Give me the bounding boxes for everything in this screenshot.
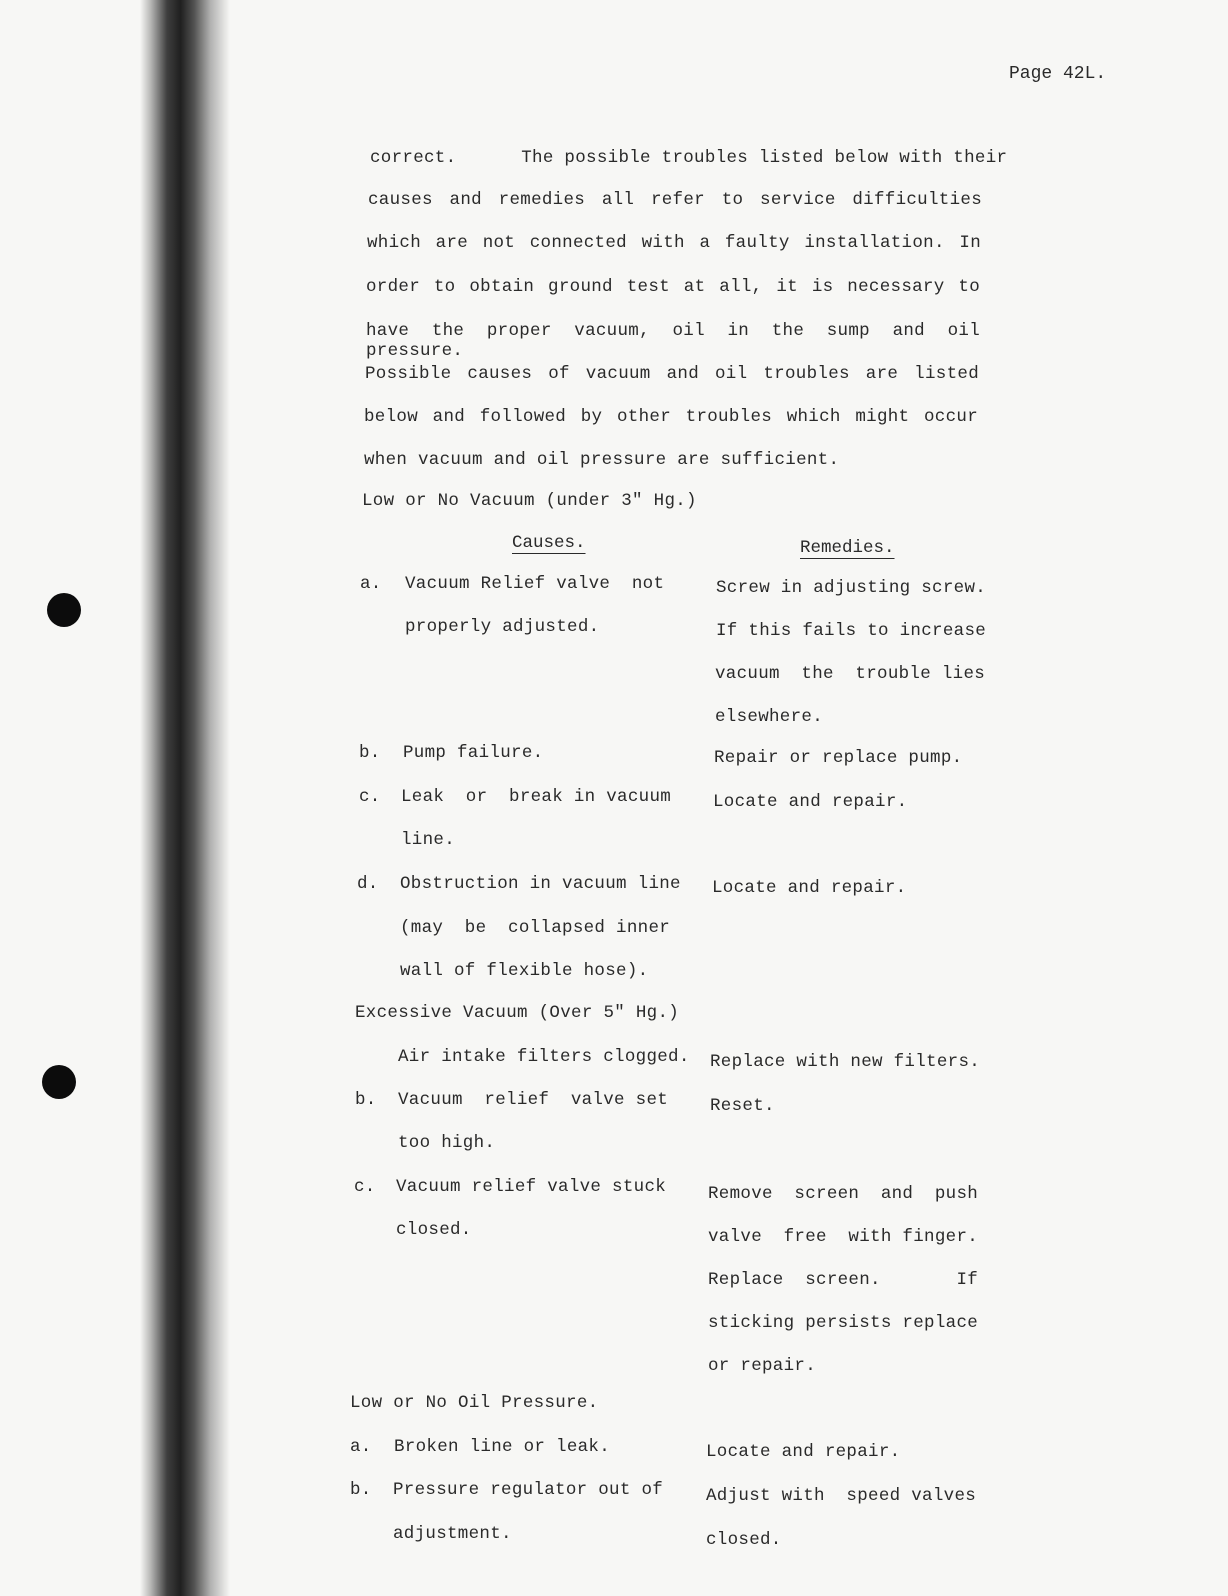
- remedy-text: Reset.: [710, 1096, 775, 1116]
- cause-text: (may be collapsed inner: [400, 918, 671, 938]
- punch-hole: [47, 593, 81, 627]
- cause-text: Obstruction in vacuum line: [400, 874, 681, 894]
- intro-line: have the proper vacuum, oil in the sump and oil pressure.: [366, 321, 980, 361]
- item-marker: c.: [354, 1177, 376, 1197]
- section-title: Low or No Vacuum (under 3" Hg.): [362, 491, 697, 511]
- remedy-text: Repair or replace pump.: [714, 748, 963, 768]
- cause-text: closed.: [396, 1220, 472, 1240]
- cause-text: too high.: [398, 1133, 496, 1153]
- remedy-text: If this fails to increase: [716, 621, 987, 641]
- cause-text: adjustment.: [393, 1524, 512, 1544]
- item-marker: b.: [359, 743, 381, 763]
- cause-text: Pump failure.: [403, 743, 544, 763]
- cause-text: Vacuum relief valve set: [398, 1090, 669, 1110]
- binding-shadow: [140, 0, 230, 1596]
- remedy-text: Screw in adjusting screw.: [716, 578, 987, 598]
- remedy-text: elsewhere.: [715, 707, 824, 727]
- intro-line: correct. The possible troubles listed below with their: [370, 148, 1008, 168]
- cause-text: Pressure regulator out of: [393, 1480, 664, 1500]
- remedy-text: vacuum the trouble lies: [715, 664, 986, 684]
- intro-line: causes and remedies all refer to service difficulties: [368, 190, 982, 210]
- item-marker: d.: [357, 874, 379, 894]
- remedy-text: Remove screen and push: [708, 1184, 979, 1204]
- remedies-header: Remedies.: [800, 538, 895, 558]
- punch-hole: [42, 1065, 76, 1099]
- cause-text: wall of flexible hose).: [400, 961, 649, 981]
- remedy-text: Locate and repair.: [706, 1442, 901, 1462]
- cause-text: Broken line or leak.: [394, 1437, 611, 1457]
- item-marker: b.: [350, 1480, 372, 1500]
- item-marker: a.: [360, 574, 382, 594]
- intro-line: Possible causes of vacuum and oil troubles are listed: [365, 364, 979, 384]
- remedy-text: valve free with finger.: [708, 1227, 979, 1247]
- cause-text: Vacuum relief valve stuck: [396, 1177, 667, 1197]
- cause-text: Vacuum Relief valve not: [405, 574, 665, 594]
- item-marker: b.: [355, 1090, 377, 1110]
- section-title: Low or No Oil Pressure.: [350, 1393, 599, 1413]
- intro-line: order to obtain ground test at all, it is necessary to: [366, 277, 980, 297]
- intro-line: below and followed by other troubles which might occur: [364, 407, 978, 427]
- remedy-text: or repair.: [708, 1356, 817, 1376]
- remedy-text: sticking persists replace: [708, 1313, 979, 1333]
- section-title: Excessive Vacuum (Over 5" Hg.): [355, 1003, 680, 1023]
- remedy-text: Replace screen. If: [708, 1270, 979, 1290]
- page-number: Page 42L.: [1009, 64, 1107, 84]
- causes-header: Causes.: [512, 533, 586, 553]
- cause-text: line.: [401, 830, 456, 850]
- remedy-text: closed.: [706, 1530, 782, 1550]
- remedy-text: Locate and repair.: [712, 878, 907, 898]
- remedy-text: Locate and repair.: [713, 792, 908, 812]
- intro-line: which are not connected with a faulty installation. In: [367, 233, 981, 253]
- cause-text: Air intake filters clogged.: [398, 1047, 690, 1067]
- cause-text: Leak or break in vacuum: [401, 787, 672, 807]
- intro-line: when vacuum and oil pressure are sufficient.: [364, 450, 840, 470]
- cause-text: properly adjusted.: [405, 617, 600, 637]
- item-marker: c.: [359, 787, 381, 807]
- remedy-text: Replace with new filters.: [710, 1052, 981, 1072]
- remedy-text: Adjust with speed valves: [706, 1486, 977, 1506]
- item-marker: a.: [350, 1437, 372, 1457]
